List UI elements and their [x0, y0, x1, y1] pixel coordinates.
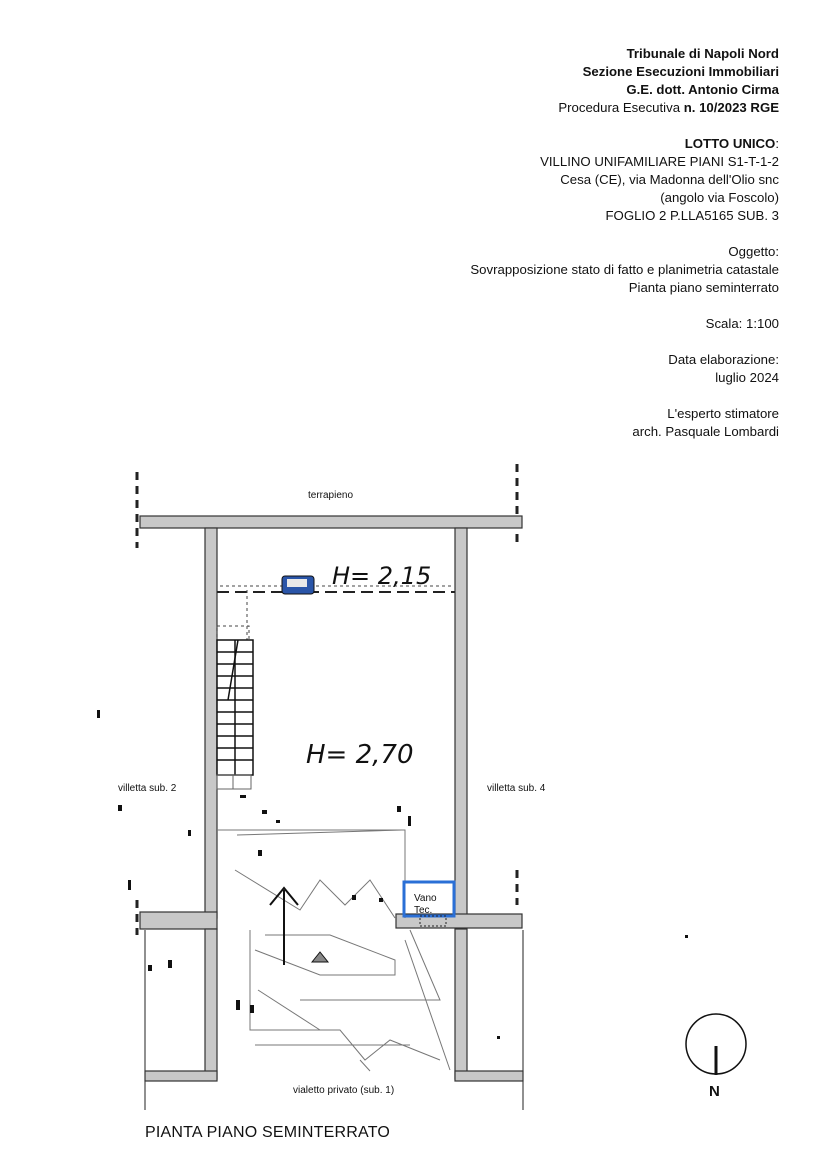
- expert-name: arch. Pasquale Lombardi: [632, 424, 779, 439]
- date-label: Data elaborazione:: [668, 352, 779, 367]
- label-private-path: vialetto privato (sub. 1): [293, 1085, 395, 1096]
- walls: [140, 516, 523, 1081]
- subject-line-1: Sovrapposizione stato di fatto e planimetria catastale: [470, 262, 779, 277]
- label-right-neighbor: villetta sub. 4: [487, 783, 546, 794]
- north-label: N: [709, 1083, 720, 1100]
- lot-label: LOTTO UNICO: [684, 136, 776, 151]
- procedure-line: [359, 99, 779, 117]
- procedure-number: n. 10/2023 RGE: [683, 100, 779, 115]
- floor-plan: [0, 460, 827, 1160]
- cadastral-overlay: [217, 830, 450, 1071]
- expert-label: L'esperto stimatore: [667, 406, 779, 421]
- height-upper: H= 2,15: [332, 562, 432, 590]
- judge-name: G.E. dott. Antonio Cirma: [626, 82, 779, 97]
- fixture-symbol: [282, 576, 314, 594]
- technical-room-label-1: Vano: [414, 893, 437, 904]
- plan-title: PIANTA PIANO SEMINTERRATO: [145, 1124, 391, 1141]
- lot-line-2: Cesa (CE), via Madonna dell'Olio snc: [560, 172, 779, 187]
- court-name: Tribunale di Napoli Nord: [626, 46, 779, 61]
- north-arrow-icon: [686, 1014, 746, 1075]
- subject-line-2: Pianta piano seminterrato: [628, 280, 779, 295]
- date-value: luglio 2024: [715, 370, 779, 385]
- lot-line-3: (angolo via Foscolo): [660, 190, 779, 205]
- technical-room-label-2: Tec.: [414, 905, 433, 916]
- subject-label: Oggetto:: [728, 244, 779, 259]
- height-main: H= 2,70: [306, 740, 414, 770]
- lot-line-1: VILLINO UNIFAMILIARE PIANI S1-T-1-2: [540, 154, 779, 169]
- lot-heading: [359, 135, 779, 153]
- label-left-neighbor: villetta sub. 2: [118, 783, 177, 794]
- procedure-prefix: Procedura Esecutiva: [558, 100, 684, 115]
- lot-colon: :: [775, 136, 779, 151]
- label-terrapieno: terrapieno: [308, 490, 354, 501]
- entrance-arrow-icon: [270, 888, 328, 965]
- court-section: Sezione Esecuzioni Immobiliari: [582, 64, 779, 79]
- title-block: [359, 45, 779, 441]
- lot-line-4: FOGLIO 2 P.LLA5165 SUB. 3: [605, 208, 779, 223]
- scale: Scala: 1:100: [705, 316, 779, 331]
